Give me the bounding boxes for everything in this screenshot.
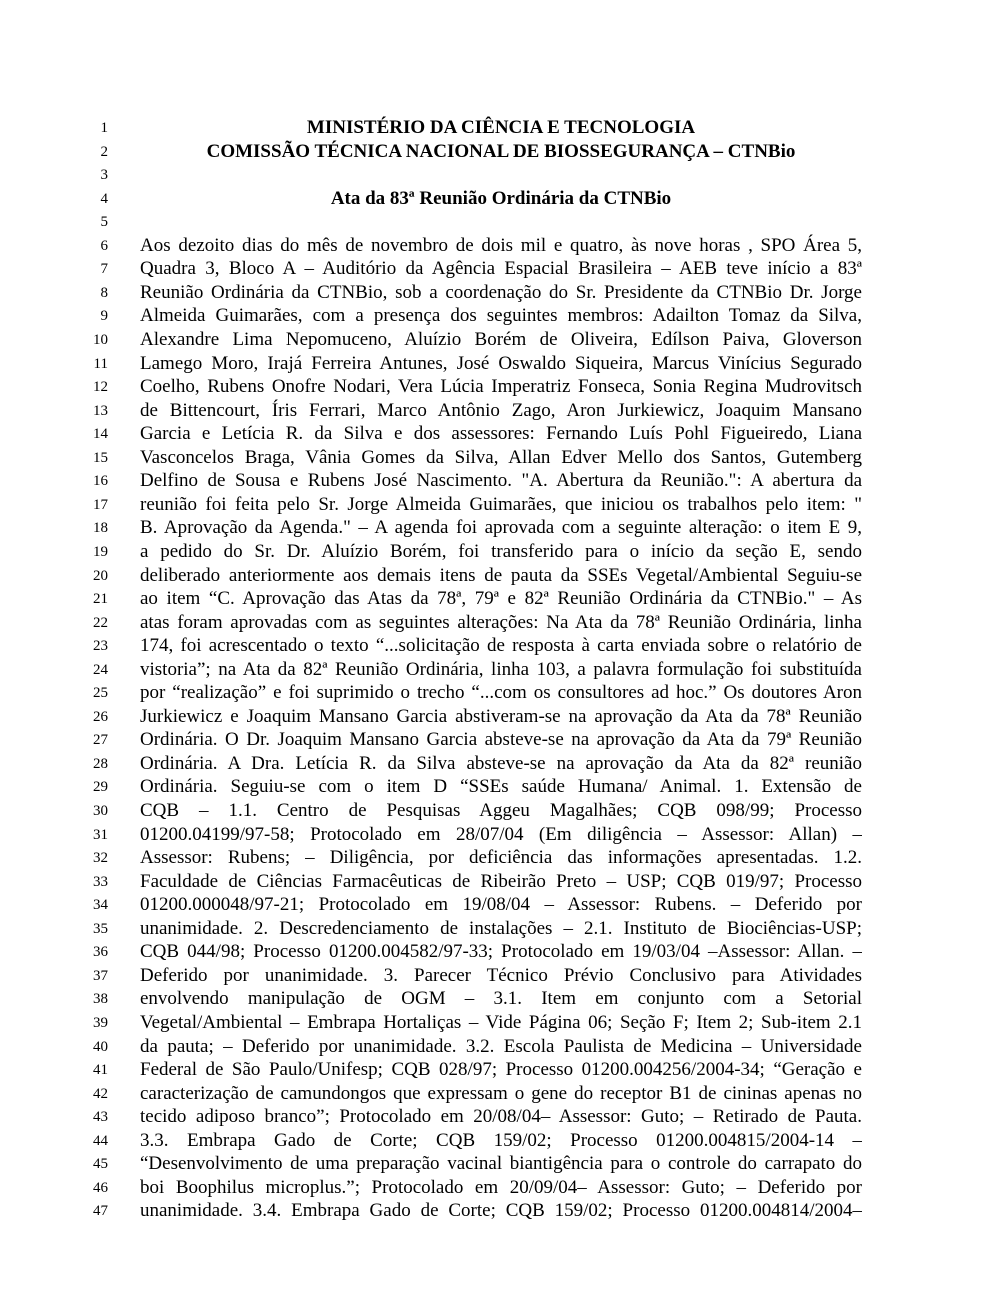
line-text: Garcia e Letícia R. da Silva e dos assessores: Fernando Luís Pohl Figueiredo, Liana [140, 423, 862, 445]
line-text: 174, foi acrescentado o texto “...solicitação de resposta à carta enviada sobre o relatório de [140, 635, 862, 657]
line-number: 1 [100, 120, 108, 136]
document-line [0, 353, 1000, 376]
document-line [0, 400, 1000, 423]
document-line [0, 329, 1000, 352]
line-number: 28 [93, 755, 108, 772]
line-number: 38 [93, 991, 108, 1008]
line-number: 34 [93, 897, 108, 914]
line-text: 3.3. Embrapa Gado de Corte; CQB 159/02; Processo 01200.004815/2004-14 – [140, 1129, 862, 1151]
line-text: a pedido do Sr. Dr. Aluízio Borém, foi transferido para o início da seção E, sendo [140, 540, 862, 562]
line-number: 29 [93, 779, 108, 796]
line-text: da pauta; – Deferido por unanimidade. 3.2. Escola Paulista de Medicina – Universidade [140, 1035, 862, 1057]
document-line [0, 470, 1000, 493]
line-number: 40 [93, 1038, 108, 1055]
line-number: 47 [93, 1203, 108, 1220]
document-line [0, 1130, 1000, 1153]
line-number: 43 [93, 1109, 108, 1126]
line-number: 16 [93, 473, 108, 490]
document-line [0, 541, 1000, 564]
line-text: vistoria”; na Ata da 82ª Reunião Ordinária, linha 103, a palavra formulação foi substituída [140, 658, 862, 680]
line-text: Vasconcelos Braga, Vânia Gomes da Silva, Allan Edver Mello dos Santos, Gutemberg [140, 446, 862, 468]
document-line [0, 918, 1000, 941]
line-number: 5 [100, 214, 108, 231]
document-line [0, 729, 1000, 752]
document-line [0, 847, 1000, 870]
document-line [0, 682, 1000, 705]
document-line [0, 517, 1000, 540]
line-number: 33 [93, 873, 108, 890]
line-text: Alexandre Lima Nepomuceno, Aluízio Borém de Oliveira, Edílson Paiva, Gloverson [140, 329, 862, 350]
document-line [0, 282, 1000, 305]
document-line [0, 258, 1000, 281]
document-line [0, 965, 1000, 988]
line-number: 31 [93, 826, 108, 843]
line-text: atas foram aprovadas com as seguintes alterações: Na Ata da 78ª Reunião Ordinária, linha [140, 611, 862, 633]
line-number: 13 [93, 402, 108, 419]
line-text: Jurkiewicz e Joaquim Mansano Garcia abstiveram-se na aprovação da Ata da 78ª Reunião [140, 705, 862, 727]
line-text: Delfino de Sousa e Rubens José Nascimento. "A. Abertura da Reunião.": A abertura da [140, 470, 862, 492]
line-number: 10 [93, 332, 108, 348]
line-number: 30 [93, 803, 108, 819]
document-line [0, 447, 1000, 470]
line-number: 9 [100, 308, 108, 325]
document-line [0, 588, 1000, 611]
line-text: Federal de São Paulo/Unifesp; CQB 028/97; Processo 01200.004256/2004-34; “Geração e [140, 1059, 862, 1080]
document-line [0, 1083, 1000, 1106]
line-text: B. Aprovação da Agenda." – A agenda foi aprovada com a seguinte alteração: o item E 9, [140, 517, 862, 539]
document-line [0, 494, 1000, 517]
line-text: CQB 044/98; Processo 01200.004582/97-33; Protocolado em 19/03/04 –Assessor: Allan. – [140, 941, 862, 963]
line-text: Almeida Guimarães, com a presença dos seguintes membros: Adailton Tomaz da Silva, [140, 305, 862, 327]
document-line [0, 871, 1000, 894]
line-number: 21 [93, 591, 108, 607]
line-text: unanimidade. 2. Descredenciamento de instalações – 2.1. Instituto de Biociências-USP; [140, 917, 862, 939]
document-line [0, 1059, 1000, 1082]
document-line [0, 1106, 1000, 1129]
document-line [0, 376, 1000, 399]
line-number: 4 [100, 190, 108, 207]
line-text: envolvendo manipulação de OGM – 3.1. Item em conjunto com a Setorial [140, 988, 862, 1010]
document-line [0, 1036, 1000, 1059]
line-number: 26 [93, 708, 108, 725]
document-line [0, 612, 1000, 635]
document-line [0, 188, 1000, 211]
line-number: 7 [100, 261, 108, 278]
line-text: Aos dezoito dias do mês de novembro de dois mil e quatro, às nove horas , SPO Área 5, [140, 234, 862, 256]
document-line [0, 635, 1000, 658]
line-text: 01200.04199/97-58; Protocolado em 28/07/04 (Em diligência – Assessor: Allan) – [140, 823, 862, 845]
line-text: unanimidade. 3.4. Embrapa Gado de Corte; CQB 159/02; Processo 01200.004814/2004– [140, 1200, 862, 1222]
document-line [0, 117, 1000, 140]
line-text: Reunião Ordinária da CTNBio, sob a coordenação do Sr. Presidente da CTNBio Dr. Jorge [140, 281, 862, 303]
document-line [0, 776, 1000, 799]
line-number: 39 [93, 1014, 108, 1031]
line-text: “Desenvolvimento de uma preparação vacinal biantigência para o controle do carrapato do [140, 1153, 862, 1175]
line-text: Ordinária. A Dra. Letícia R. da Silva absteve-se na aprovação da Ata da 82ª reunião [140, 752, 862, 774]
line-text: ao item “C. Aprovação das Atas da 78ª, 79ª e 82ª Reunião Ordinária da CTNBio." – As [140, 588, 862, 609]
line-number: 41 [93, 1062, 108, 1078]
line-text: CQB – 1.1. Centro de Pesquisas Aggeu Magalhães; CQB 098/99; Processo [140, 800, 862, 821]
document-line [0, 941, 1000, 964]
document-line [0, 988, 1000, 1011]
line-text: tecido adiposo branco”; Protocolado em 20/08/04– Assessor: Guto; – Retirado de Pauta. [140, 1106, 862, 1128]
line-number: 27 [93, 732, 108, 749]
document-line [0, 800, 1000, 823]
line-number: 14 [93, 426, 108, 443]
line-text [140, 163, 862, 186]
line-number: 22 [93, 614, 108, 631]
line-number: 3 [100, 167, 108, 184]
line-number: 17 [93, 496, 108, 513]
document-line [0, 164, 1000, 187]
line-number: 18 [93, 520, 108, 537]
document-line [0, 706, 1000, 729]
line-number: 20 [93, 567, 108, 584]
line-text: Vegetal/Ambiental – Embrapa Hortaliças – Vide Página 06; Seção F; Item 2; Sub-item 2.1 [140, 1011, 862, 1033]
line-number: 35 [93, 920, 108, 937]
line-text: Assessor: Rubens; – Diligência, por deficiência das informações apresentadas. 1.2. [140, 847, 862, 869]
heading-text: MINISTÉRIO DA CIÊNCIA E TECNOLOGIA [306, 117, 696, 138]
line-number: 12 [93, 379, 108, 396]
line-text: Lamego Moro, Irajá Ferreira Antunes, José Oswaldo Siqueira, Marcus Vinícius Segurado [140, 352, 862, 374]
heading-text: COMISSÃO TÉCNICA NACIONAL DE BIOSSEGURANÇA – CTNBio [206, 140, 796, 162]
line-number: 36 [93, 944, 108, 961]
line-text: boi Boophilus microplus.”; Protocolado em 20/09/04– Assessor: Guto; – Deferido por [140, 1176, 862, 1198]
document-line [0, 1012, 1000, 1035]
line-text: Faculdade de Ciências Farmacêuticas de Ribeirão Preto – USP; CQB 019/97; Processo [140, 870, 862, 892]
line-number: 24 [93, 661, 108, 678]
line-number: 37 [93, 967, 108, 984]
document-line [0, 565, 1000, 588]
document-line [0, 211, 1000, 234]
document-line [0, 235, 1000, 258]
line-text: Deferido por unanimidade. 3. Parecer Técnico Prévio Conclusivo para Atividades [140, 964, 862, 986]
document-line [0, 824, 1000, 847]
document-line [0, 305, 1000, 328]
line-number: 2 [100, 143, 108, 160]
line-number: 8 [100, 284, 108, 301]
document-line [0, 1200, 1000, 1223]
line-text: deliberado anteriormente aos demais itens de pauta da SSEs Vegetal/Ambiental Seguiu-se [140, 564, 862, 586]
line-number: 44 [93, 1132, 108, 1149]
line-number: 25 [93, 685, 108, 702]
document-line [0, 1153, 1000, 1176]
line-number: 45 [93, 1156, 108, 1173]
line-text: Quadra 3, Bloco A – Auditório da Agência Espacial Brasileira – AEB teve início a 83ª [140, 258, 862, 280]
line-text: Ordinária. Seguiu-se com o item D “SSEs saúde Humana/ Animal. 1. Extensão de [140, 776, 862, 798]
line-text: de Bittencourt, Íris Ferrari, Marco Antônio Zago, Aron Jurkiewicz, Joaquim Mansano [140, 399, 862, 421]
document-line [0, 1177, 1000, 1200]
line-text: caracterização de camundongos que expressam o gene do receptor B1 de cininas apenas no [140, 1082, 862, 1104]
document-line [0, 753, 1000, 776]
document-line [0, 141, 1000, 164]
line-number: 46 [93, 1179, 108, 1196]
document-line [0, 659, 1000, 682]
line-text: Coelho, Rubens Onofre Nodari, Vera Lúcia Imperatriz Fonseca, Sonia Regina Mudrovitsch [140, 376, 862, 398]
line-number: 19 [93, 543, 108, 560]
line-number: 32 [93, 850, 108, 867]
line-number: 42 [93, 1085, 108, 1102]
line-text [140, 210, 862, 233]
line-text: por “realização” e foi suprimido o trecho “...com os consultores ad hoc.” Os doutores Aron [140, 682, 862, 704]
line-number: 6 [100, 237, 108, 254]
line-text: 01200.000048/97-21; Protocolado em 19/08/04 – Assessor: Rubens. – Deferido por [140, 894, 862, 916]
line-number: 15 [93, 449, 108, 466]
line-number: 11 [93, 355, 108, 372]
document-line [0, 423, 1000, 446]
line-text: reunião foi feita pelo Sr. Jorge Almeida Guimarães, que iniciou os trabalhos pelo item: " [140, 493, 862, 515]
line-text: Ordinária. O Dr. Joaquim Mansano Garcia absteve-se na aprovação da Ata da 79ª Reunião [140, 729, 862, 751]
heading-text: Ata da 83ª Reunião Ordinária da CTNBio [330, 187, 672, 209]
document-line [0, 894, 1000, 917]
line-number: 23 [93, 638, 108, 655]
